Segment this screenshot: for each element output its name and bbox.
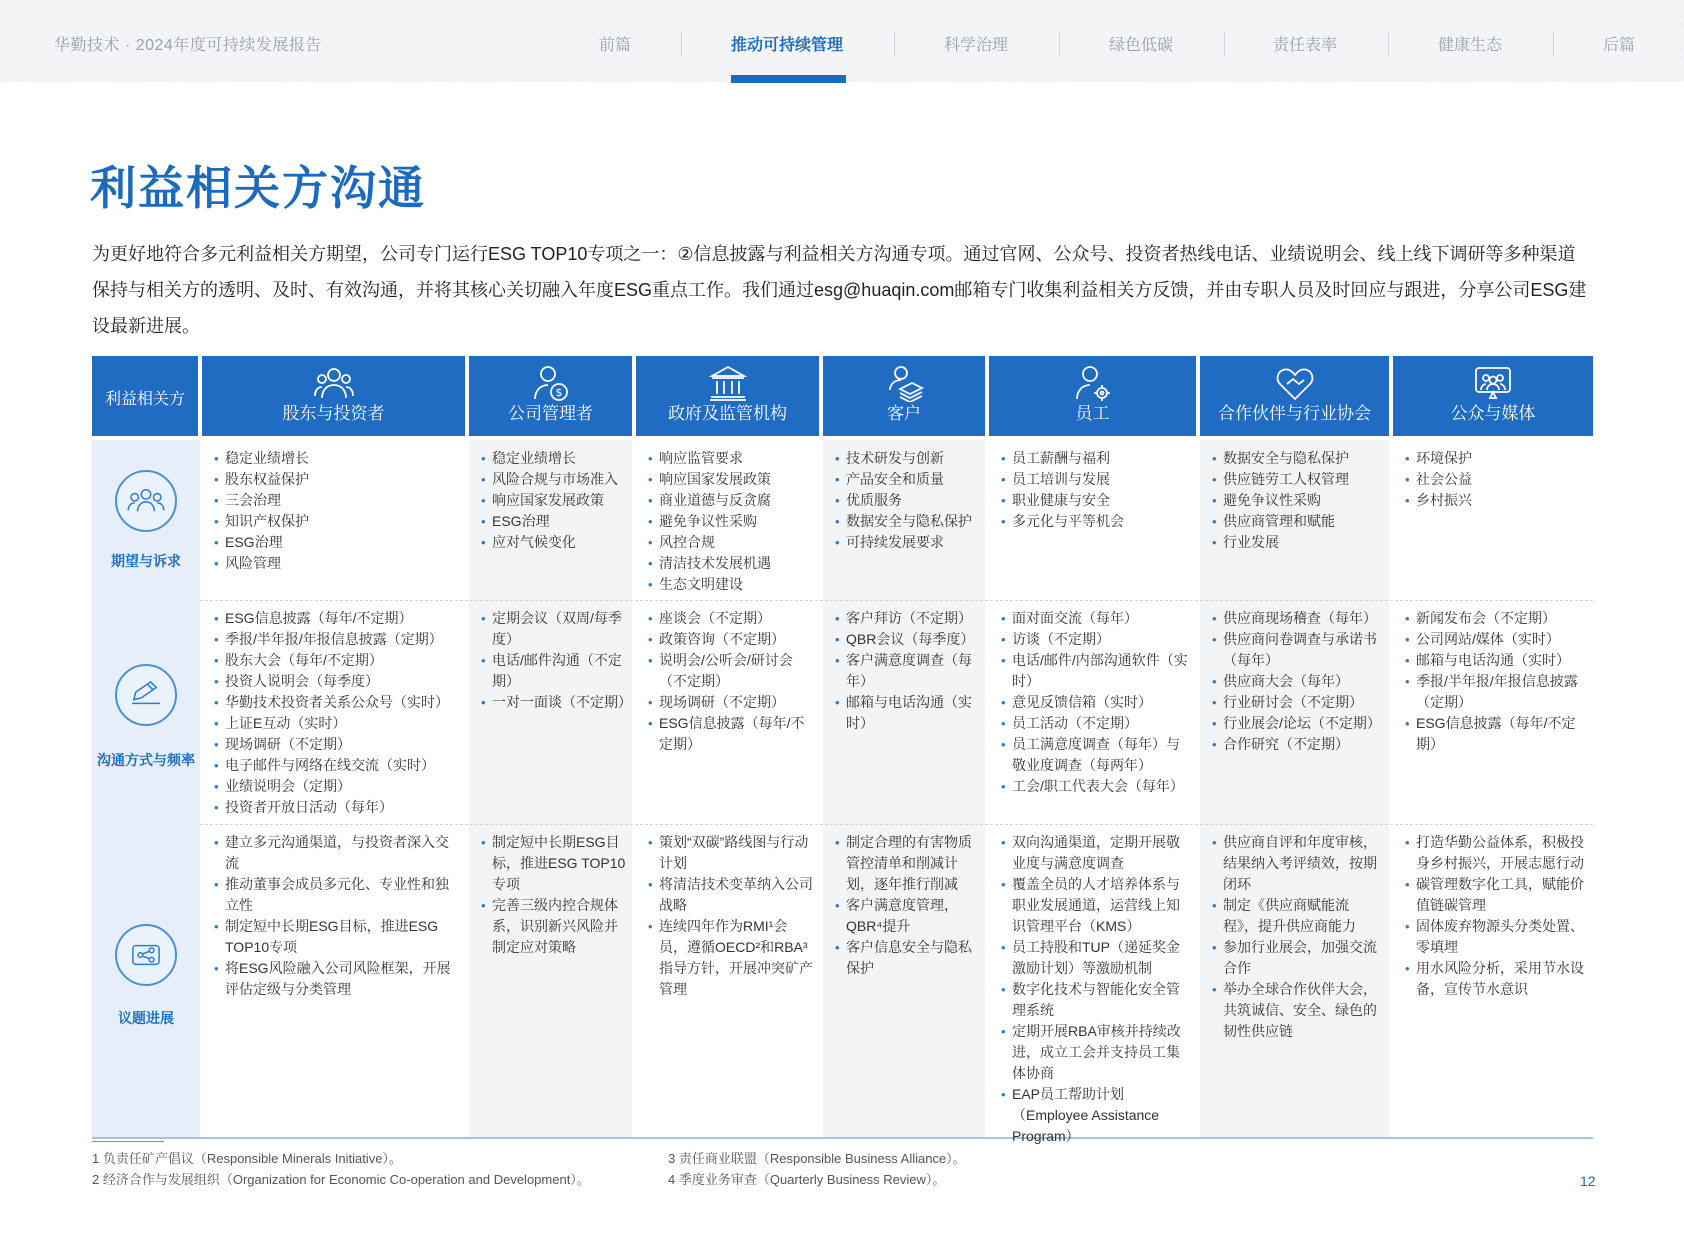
list-item: • 打造华勤公益体系，积极投身乡村振兴，开展志愿行动 — [1405, 832, 1587, 874]
cell-expectations-employees — [989, 444, 1196, 532]
nav-separator — [681, 32, 682, 56]
list-item: • 供应链劳工人权管理 — [1212, 469, 1383, 490]
footnote-rule — [92, 1141, 164, 1142]
bullet-list — [648, 448, 813, 595]
list-item: • 乡村振兴 — [1405, 490, 1587, 511]
cell-expectations-public — [1393, 444, 1593, 511]
list-item: • 数据安全与隐私保护 — [835, 511, 979, 532]
bullet-list — [1212, 832, 1383, 1042]
section-nav — [560, 0, 1684, 82]
cell-expectations-customers — [823, 444, 985, 553]
header-managers — [469, 356, 632, 436]
bullet-list — [1212, 608, 1383, 755]
list-item: • 定期会议（双周/每季度） — [481, 608, 626, 650]
list-item: • 现场调研（不定期） — [648, 692, 813, 713]
bullet-list — [214, 832, 459, 1000]
list-item: • ESG信息披露（每年/不定期） — [1405, 713, 1587, 755]
footnote-1: 1 负责任矿产倡议（Responsible Minerals Initiative）。 — [92, 1151, 402, 1166]
bullet-list — [214, 608, 459, 818]
list-item: • 将清洁技术变革纳入公司战略 — [648, 874, 813, 916]
footnote-2: 2 经济合作与发展组织（Organization for Economic Co-operation and Development）。 — [92, 1172, 590, 1187]
bullet-list — [1001, 608, 1190, 797]
list-item: • 电子邮件与网络在线交流（实时） — [214, 755, 459, 776]
list-item: • 策划“双碳”路线图与行动计划 — [648, 832, 813, 874]
list-item: • 制定短中长期ESG目标，推进ESG TOP10专项 — [481, 832, 626, 895]
header-label: 公司管理者 — [508, 404, 593, 423]
cell-communication-employees — [989, 604, 1196, 797]
header-employees — [989, 356, 1196, 436]
report-name: 华勤技术 · 2024年度可持续发展报告 — [54, 37, 322, 54]
cell-progress-government — [636, 828, 819, 1000]
list-item: • 连续四年作为RMI¹会员，遵循OECD²和RBA³指导方针，开展冲突矿产管理 — [648, 916, 813, 1000]
row-divider — [200, 600, 1593, 601]
list-item: • 社会公益 — [1405, 469, 1587, 490]
list-item: • 邮箱与电话沟通（实时） — [835, 692, 979, 734]
list-item: • 说明会/公听会/研讨会（不定期） — [648, 650, 813, 692]
bullet-list — [1405, 608, 1587, 755]
list-item: • 供应商现场稽查（每年） — [1212, 608, 1383, 629]
list-item: • 供应商大会（每年） — [1212, 671, 1383, 692]
bullet-list — [481, 832, 626, 958]
list-item: • 意见反馈信箱（实时） — [1001, 692, 1190, 713]
list-item: • 华勤技术投资者关系公众号（实时） — [214, 692, 459, 713]
list-item: • 制定短中长期ESG目标，推进ESG TOP10专项 — [214, 916, 459, 958]
public-icon — [1473, 364, 1513, 402]
list-item: • 双向沟通渠道，定期开展敬业度与满意度调查 — [1001, 832, 1190, 874]
header-label: 政府及监管机构 — [668, 404, 787, 423]
cell-progress-partners — [1200, 828, 1389, 1042]
svg-text:$: $ — [555, 386, 562, 399]
list-item: • 固体废弃物源头分类处置、零填埋 — [1405, 916, 1587, 958]
list-item: • 避免争议性采购 — [1212, 490, 1383, 511]
list-item: • 响应国家发展政策 — [481, 490, 626, 511]
nav-item-appendix[interactable]: 后篇 — [1603, 37, 1636, 54]
list-item: • 行业研讨会（不定期） — [1212, 692, 1383, 713]
list-item: • 响应监管要求 — [648, 448, 813, 469]
customer-icon — [884, 364, 924, 402]
list-item: • 建立多元沟通渠道，与投资者深入交流 — [214, 832, 459, 874]
list-item: • QBR会议（每季度） — [835, 629, 979, 650]
nav-separator — [1388, 32, 1389, 56]
list-item: • 股东权益保护 — [214, 469, 459, 490]
list-item: • 用水风险分析，采用节水设备，宣传节水意识 — [1405, 958, 1587, 1000]
list-item: • 员工持股和TUP（递延奖金激励计划）等激励机制 — [1001, 937, 1190, 979]
edit-icon — [115, 664, 177, 726]
list-item: • 三会治理 — [214, 490, 459, 511]
list-item: • 产品安全和质量 — [835, 469, 979, 490]
cell-communication-managers — [469, 604, 632, 713]
corner-header — [92, 356, 198, 436]
header-label: 员工 — [1075, 404, 1110, 423]
list-item: • 员工活动（不定期） — [1001, 713, 1190, 734]
cell-progress-investors — [202, 828, 465, 1000]
bullet-list — [1405, 832, 1587, 1000]
row-label-communication: 沟通方式与频率 — [97, 752, 195, 768]
list-item: • 制定《供应商赋能流程》，提升供应商能力 — [1212, 895, 1383, 937]
header-label: 合作伙伴与行业协会 — [1218, 404, 1371, 423]
footnotes-left — [92, 1148, 590, 1190]
nav-item-sustainability-management[interactable]: 推动可持续管理 — [731, 37, 844, 54]
page-number: 12 — [1580, 1173, 1596, 1189]
list-item: • 季报/半年报/年报信息披露（定期） — [214, 629, 459, 650]
cell-progress-public — [1393, 828, 1593, 1000]
list-item: • 供应商自评和年度审核，结果纳入考评绩效，按期闭环 — [1212, 832, 1383, 895]
list-item: • 完善三级内控合规体系，识别新兴风险并制定应对策略 — [481, 895, 626, 958]
list-item: • 股东大会（每年/不定期） — [214, 650, 459, 671]
list-item: • 知识产权保护 — [214, 511, 459, 532]
list-item: • ESG治理 — [214, 532, 459, 553]
page-title: 利益相关方沟通 — [90, 162, 426, 214]
cell-expectations-government — [636, 444, 819, 595]
manager-icon — [531, 364, 571, 402]
list-item: • 可持续发展要求 — [835, 532, 979, 553]
list-item: • 政策咨询（不定期） — [648, 629, 813, 650]
header-label: 客户 — [887, 404, 921, 423]
list-item: • 响应国家发展政策 — [648, 469, 813, 490]
group-icon — [115, 470, 177, 532]
row-head-expectations — [92, 440, 200, 600]
list-item: • 上证E互动（实时） — [214, 713, 459, 734]
list-item: • 举办全球合作伙伴大会，共筑诚信、安全、绿色的韧性供应链 — [1212, 979, 1383, 1042]
list-item: • 清洁技术发展机遇 — [648, 553, 813, 574]
nav-separator — [894, 32, 895, 56]
nav-separator — [1553, 32, 1554, 56]
footnotes-right — [668, 1148, 966, 1190]
nav-item-preface[interactable]: 前篇 — [599, 37, 632, 54]
list-item: • 座谈会（不定期） — [648, 608, 813, 629]
list-item: • 行业发展 — [1212, 532, 1383, 553]
investors-icon — [314, 364, 354, 402]
bullet-list — [1405, 448, 1587, 511]
list-item: • 工会/职工代表大会（每年） — [1001, 776, 1190, 797]
header-label: 股东与投资者 — [282, 404, 385, 423]
bullet-list — [214, 448, 459, 574]
header-partners — [1200, 356, 1389, 436]
list-item: • 多元化与平等机会 — [1001, 511, 1190, 532]
cell-communication-customers — [823, 604, 985, 734]
list-item: • 技术研发与创新 — [835, 448, 979, 469]
footnote-3: 3 责任商业联盟（Responsible Business Alliance）。 — [668, 1151, 966, 1166]
list-item: • 员工薪酬与福利 — [1001, 448, 1190, 469]
list-item: • 公司网站/媒体（实时） — [1405, 629, 1587, 650]
footnote-4: 4 季度业务审查（Quarterly Business Review）。 — [668, 1172, 946, 1187]
cell-expectations-managers — [469, 444, 632, 553]
row-label-progress: 议题进展 — [118, 1010, 174, 1026]
header-government — [636, 356, 819, 436]
header-public — [1393, 356, 1593, 436]
list-item: • 风险管理 — [214, 553, 459, 574]
row-head-progress — [92, 824, 200, 1137]
list-item: • 客户信息安全与隐私保护 — [835, 937, 979, 979]
nav-item-responsibility[interactable]: 责任表率 — [1273, 37, 1338, 54]
list-item: • 供应商管理和赋能 — [1212, 511, 1383, 532]
intro-paragraph: 为更好地符合多元利益相关方期望，公司专门运行ESG TOP10专项之一：②信息披露与利益相关方沟通专项。通过官网、公众号、投资者热线电话、业绩说明会、线上线下调研等多种渠道保持与相关方的透明、及时、有效沟通，并将其核心关切融入年度ESG重点工作。我们通过esg@huaqin.com邮箱专门收集利益相关方反馈，并由专职人员及时回应与跟进，分享公司ESG建设最新进展。 — [92, 244, 1587, 336]
cell-communication-government — [636, 604, 819, 755]
list-item: • 风控合规 — [648, 532, 813, 553]
list-item: • 员工培训与发展 — [1001, 469, 1190, 490]
corner-label: 利益相关方 — [104, 391, 185, 408]
list-item: • ESG治理 — [481, 511, 626, 532]
list-item: • 风险合规与市场准入 — [481, 469, 626, 490]
list-item: • ESG信息披露（每年/不定期） — [214, 608, 459, 629]
list-item: • 电话/邮件沟通（不定期） — [481, 650, 626, 692]
bullet-list — [1001, 832, 1190, 1147]
handshake-icon — [1275, 364, 1315, 402]
list-item: • 客户满意度管理，QBR⁴提升 — [835, 895, 979, 937]
cell-progress-customers — [823, 828, 985, 979]
list-item: • 将ESG风险融入公司风险框架，开展评估定级与分类管理 — [214, 958, 459, 1000]
cell-progress-employees — [989, 828, 1196, 1147]
list-item: • 生态文明建设 — [648, 574, 813, 595]
list-item: • 应对气候变化 — [481, 532, 626, 553]
bullet-list — [1212, 448, 1383, 553]
list-item: • 一对一面谈（不定期） — [481, 692, 626, 713]
list-item: • 投资者开放日活动（每年） — [214, 797, 459, 818]
bullet-list — [481, 448, 626, 553]
list-item: • 季报/半年报/年报信息披露（定期） — [1405, 671, 1587, 713]
header-investors — [202, 356, 465, 436]
list-item: • 稳定业绩增长 — [214, 448, 459, 469]
nav-item-governance[interactable]: 科学治理 — [944, 37, 1009, 54]
list-item: • 客户满意度调查（每年） — [835, 650, 979, 692]
top-bar — [0, 0, 1684, 82]
list-item: • ESG信息披露（每年/不定期） — [648, 713, 813, 755]
row-label-expectations: 期望与诉求 — [111, 553, 181, 569]
bullet-list — [648, 608, 813, 755]
cell-communication-partners — [1200, 604, 1389, 755]
list-item: • 员工满意度调查（每年）与敬业度调查（每两年） — [1001, 734, 1190, 776]
list-item: • 邮箱与电话沟通（实时） — [1405, 650, 1587, 671]
list-item: • 行业展会/论坛（不定期） — [1212, 713, 1383, 734]
list-item: • 碳管理数字化工具，赋能价值链碳管理 — [1405, 874, 1587, 916]
list-item: • 投资人说明会（每季度） — [214, 671, 459, 692]
table-bottom-rule — [92, 1137, 1593, 1139]
bullet-list — [648, 832, 813, 1000]
progress-icon — [115, 924, 177, 986]
active-nav-indicator — [731, 75, 846, 83]
list-item: • 客户拜访（不定期） — [835, 608, 979, 629]
list-item: • 面对面交流（每年） — [1001, 608, 1190, 629]
list-item: • 制定合理的有害物质管控清单和削减计划，逐年推行削减 — [835, 832, 979, 895]
list-item: • 稳定业绩增长 — [481, 448, 626, 469]
list-item: • EAP员工帮助计划（Employee Assistance Program） — [1001, 1084, 1190, 1147]
header-label: 公众与媒体 — [1450, 404, 1536, 423]
government-icon — [708, 364, 748, 402]
nav-separator — [1224, 32, 1225, 56]
list-item: • 定期开展RBA审核并持续改进，成立工会并支持员工集体协商 — [1001, 1021, 1190, 1084]
list-item: • 供应商问卷调查与承诺书（每年） — [1212, 629, 1383, 671]
row-divider — [200, 824, 1593, 825]
list-item: • 新闻发布会（不定期） — [1405, 608, 1587, 629]
list-item: • 业绩说明会（定期） — [214, 776, 459, 797]
bullet-list — [481, 608, 632, 713]
cell-progress-managers — [469, 828, 632, 958]
list-item: • 参加行业展会，加强交流合作 — [1212, 937, 1383, 979]
nav-item-green[interactable]: 绿色低碳 — [1109, 37, 1174, 54]
list-item: • 访谈（不定期） — [1001, 629, 1190, 650]
list-item: • 环境保护 — [1405, 448, 1587, 469]
list-item: • 职业健康与安全 — [1001, 490, 1190, 511]
list-item: • 优质服务 — [835, 490, 979, 511]
nav-item-ecosystem[interactable]: 健康生态 — [1438, 37, 1503, 54]
list-item: • 推动董事会成员多元化、专业性和独立性 — [214, 874, 459, 916]
row-head-communication — [92, 600, 200, 824]
header-customers — [823, 356, 985, 436]
list-item: • 合作研究（不定期） — [1212, 734, 1383, 755]
list-item: • 现场调研（不定期） — [214, 734, 459, 755]
bullet-list — [835, 608, 979, 734]
cell-expectations-investors — [202, 444, 465, 574]
list-item: • 数字化技术与智能化安全管理系统 — [1001, 979, 1190, 1021]
cell-communication-public — [1393, 604, 1593, 755]
employee-icon — [1073, 364, 1113, 402]
list-item: • 商业道德与反贪腐 — [648, 490, 813, 511]
list-item: • 电话/邮件/内部沟通软件（实时） — [1001, 650, 1190, 692]
nav-separator — [1059, 32, 1060, 56]
bullet-list — [835, 448, 979, 553]
bullet-list — [835, 832, 979, 979]
list-item: • 覆盖全员的人才培养体系与职业发展通道，运营线上知识管理平台（KMS） — [1001, 874, 1190, 937]
cell-expectations-partners — [1200, 444, 1389, 553]
list-item: • 避免争议性采购 — [648, 511, 813, 532]
cell-communication-investors — [202, 604, 465, 818]
bullet-list — [1001, 448, 1190, 532]
list-item: • 数据安全与隐私保护 — [1212, 448, 1383, 469]
